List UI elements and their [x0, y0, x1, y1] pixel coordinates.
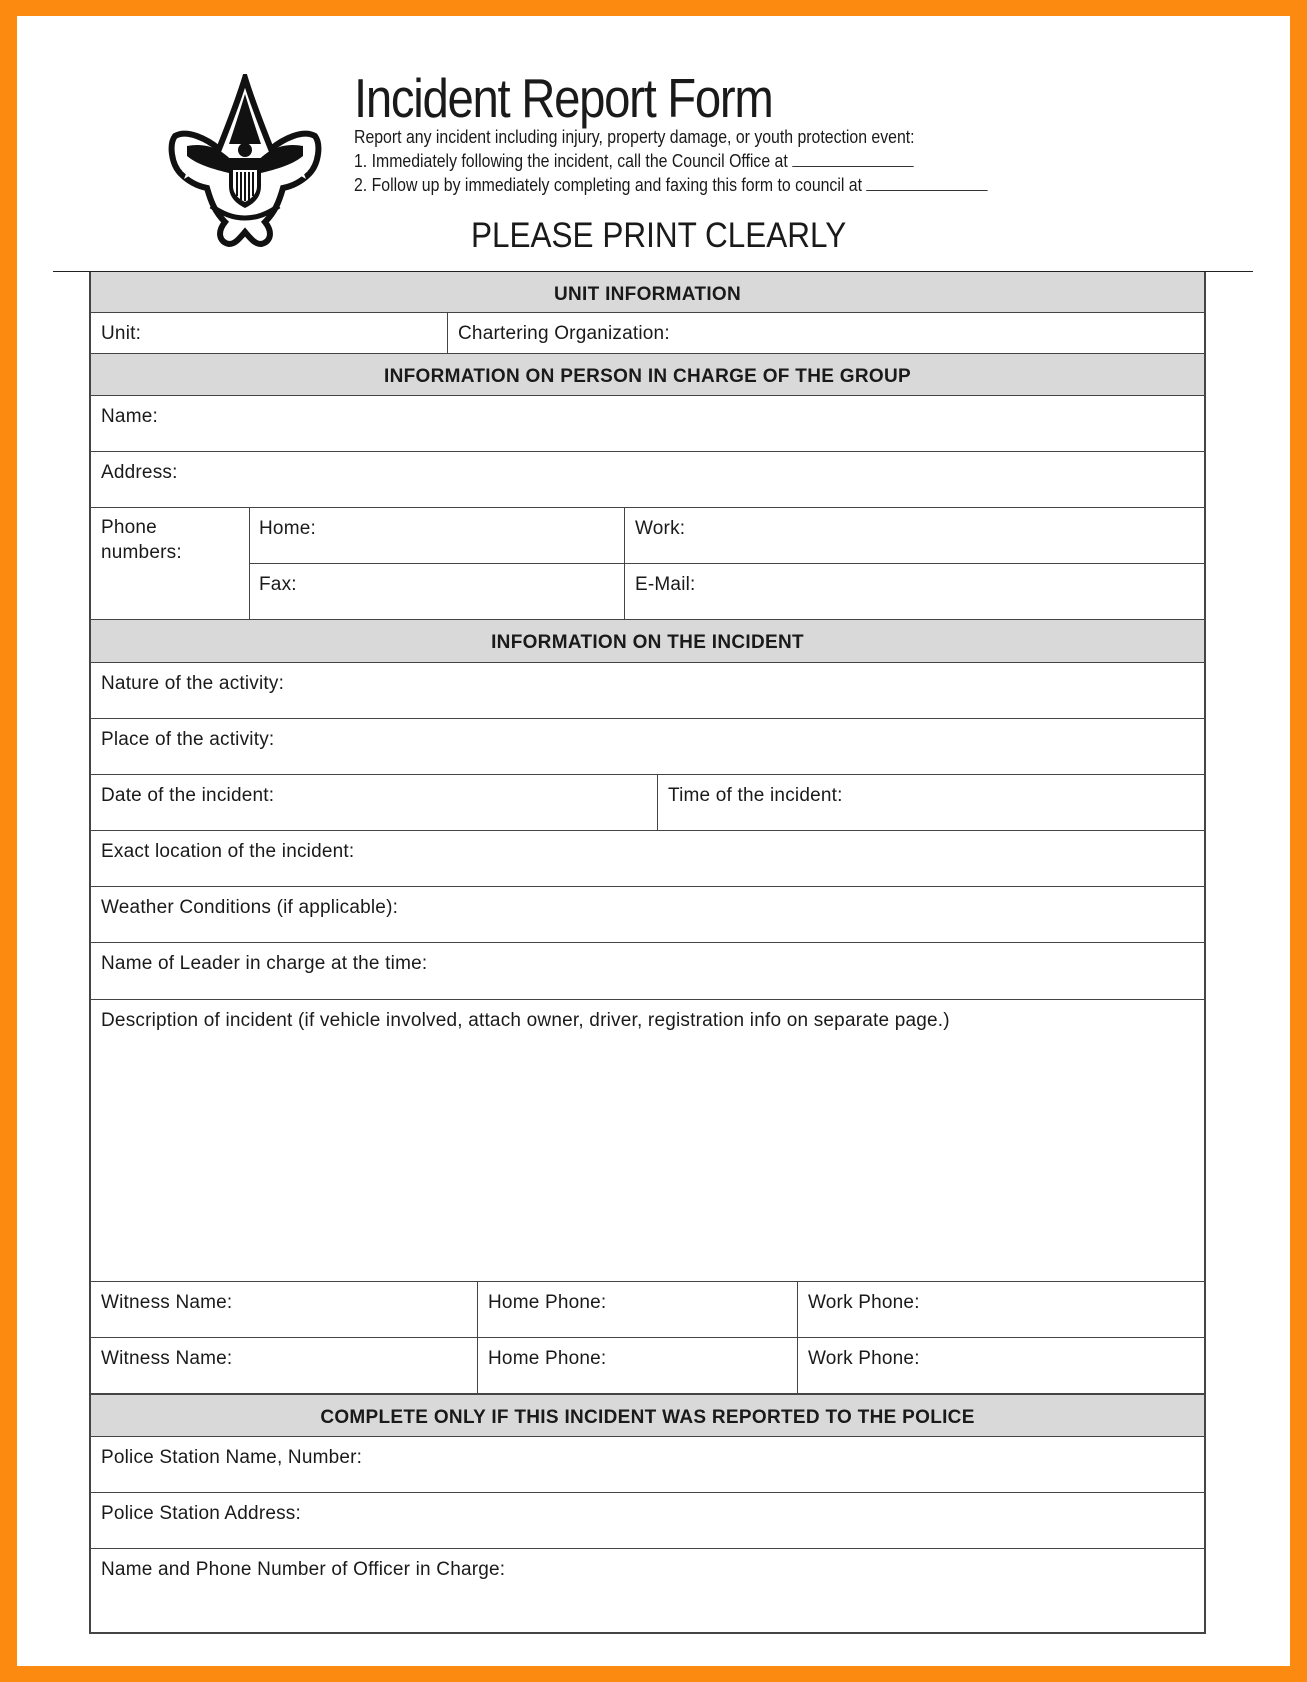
unit-section-header	[91, 272, 1204, 313]
date-time-row	[91, 775, 1204, 831]
work-phone-field[interactable]	[624, 508, 1204, 564]
nature-row	[91, 663, 1204, 719]
unit-row	[91, 313, 1204, 354]
council-phone-blank[interactable]	[792, 150, 913, 167]
police-station-name-row	[91, 1437, 1204, 1493]
witness-1-name-field[interactable]	[91, 1282, 477, 1337]
email-field[interactable]	[624, 564, 1204, 619]
work-phone-label: Work:	[635, 518, 686, 539]
weather-conditions-label: Weather Conditions (if applicable):	[101, 897, 399, 918]
email-label: E-Mail:	[635, 574, 696, 595]
witness-home-phone-label: Home Phone:	[488, 1292, 607, 1313]
unit-label: Unit:	[101, 323, 142, 344]
witness-row-1	[91, 1282, 1204, 1338]
incident-date-label: Date of the incident:	[101, 785, 275, 806]
officer-in-charge-field[interactable]	[91, 1549, 1204, 1632]
fax-label: Fax:	[259, 574, 297, 595]
home-phone-field[interactable]	[249, 508, 624, 564]
officer-in-charge-label: Name and Phone Number of Officer in Charge:	[101, 1559, 506, 1580]
print-clearly-note: PLEASE PRINT CLEARLY	[471, 216, 847, 255]
incident-time-field[interactable]	[657, 775, 1204, 830]
description-row	[91, 1000, 1204, 1282]
form-title: Incident Report Form	[354, 67, 773, 129]
step-1-text: 1. Immediately following the incident, call the Council Office at	[354, 151, 788, 171]
name-label: Name:	[101, 406, 158, 427]
incident-description-field[interactable]	[91, 1000, 1204, 1281]
witness-name-label: Witness Name:	[101, 1348, 233, 1369]
incident-section-header	[91, 620, 1204, 663]
step-2-line	[354, 174, 988, 196]
police-station-address-row	[91, 1493, 1204, 1549]
police-station-address-field[interactable]	[91, 1493, 1204, 1548]
place-of-activity-label: Place of the activity:	[101, 729, 275, 750]
witness-1-home-phone-field[interactable]	[477, 1282, 797, 1337]
nature-of-activity-label: Nature of the activity:	[101, 673, 285, 694]
unit-section-title: UNIT INFORMATION	[553, 284, 742, 305]
location-row	[91, 831, 1204, 887]
address-field[interactable]	[91, 452, 1204, 507]
police-station-name-field[interactable]	[91, 1437, 1204, 1492]
witness-2-work-phone-field[interactable]	[797, 1338, 1204, 1393]
weather-conditions-field[interactable]	[91, 887, 1204, 942]
home-phone-label: Home:	[259, 518, 316, 539]
incident-section-title: INFORMATION ON THE INCIDENT	[491, 632, 804, 653]
incident-date-field[interactable]	[91, 775, 657, 830]
incident-time-label: Time of the incident:	[668, 785, 843, 806]
intro-text: Report any incident including injury, property damage, or youth protection event:	[354, 127, 915, 147]
place-row	[91, 719, 1204, 775]
witness-2-name-field[interactable]	[91, 1338, 477, 1393]
police-station-address-label: Police Station Address:	[101, 1503, 301, 1524]
address-label: Address:	[101, 462, 178, 483]
fax-field[interactable]	[249, 564, 624, 619]
phone-numbers-label-cell	[91, 508, 249, 619]
witness-work-phone-label: Work Phone:	[808, 1348, 920, 1369]
police-section-title: COMPLETE ONLY IF THIS INCIDENT WAS REPORTED TO THE POLICE	[320, 1407, 975, 1428]
address-row	[91, 452, 1204, 508]
police-section-header	[91, 1394, 1204, 1437]
form-page	[17, 16, 1290, 1666]
officer-row	[91, 1549, 1204, 1632]
witness-2-home-phone-field[interactable]	[477, 1338, 797, 1393]
witness-row-2	[91, 1338, 1204, 1394]
incident-form-table	[89, 272, 1206, 1634]
chartering-organization-label: Chartering Organization:	[458, 323, 670, 344]
witness-1-work-phone-field[interactable]	[797, 1282, 1204, 1337]
council-fax-blank[interactable]	[866, 174, 987, 191]
chartering-organization-field[interactable]	[447, 313, 1204, 353]
person-section-title: INFORMATION ON PERSON IN CHARGE OF THE GROUP	[384, 366, 911, 387]
exact-location-label: Exact location of the incident:	[101, 841, 355, 862]
leader-in-charge-label: Name of Leader in charge at the time:	[101, 953, 428, 974]
witness-work-phone-label: Work Phone:	[808, 1292, 920, 1313]
nature-of-activity-field[interactable]	[91, 663, 1204, 718]
fleur-de-lis-eagle-emblem-icon	[167, 74, 323, 250]
leader-row	[91, 943, 1204, 1000]
weather-row	[91, 887, 1204, 943]
name-field[interactable]	[91, 396, 1204, 451]
witness-name-label: Witness Name:	[101, 1292, 233, 1313]
incident-description-label: Description of incident (if vehicle involved, attach owner, driver, registration info on separate page.)	[101, 1010, 950, 1031]
step-1-line	[354, 150, 914, 172]
witness-home-phone-label: Home Phone:	[488, 1348, 607, 1369]
phone-numbers-row	[91, 508, 1204, 620]
unit-field[interactable]	[91, 313, 447, 353]
exact-location-field[interactable]	[91, 831, 1204, 886]
person-section-header	[91, 354, 1204, 396]
name-row	[91, 396, 1204, 452]
place-of-activity-field[interactable]	[91, 719, 1204, 774]
phone-numbers-label: Phone numbers:	[101, 517, 182, 563]
step-2-text: 2. Follow up by immediately completing and faxing this form to council at	[354, 175, 863, 195]
police-station-name-label: Police Station Name, Number:	[101, 1447, 363, 1468]
leader-in-charge-field[interactable]	[91, 943, 1204, 999]
